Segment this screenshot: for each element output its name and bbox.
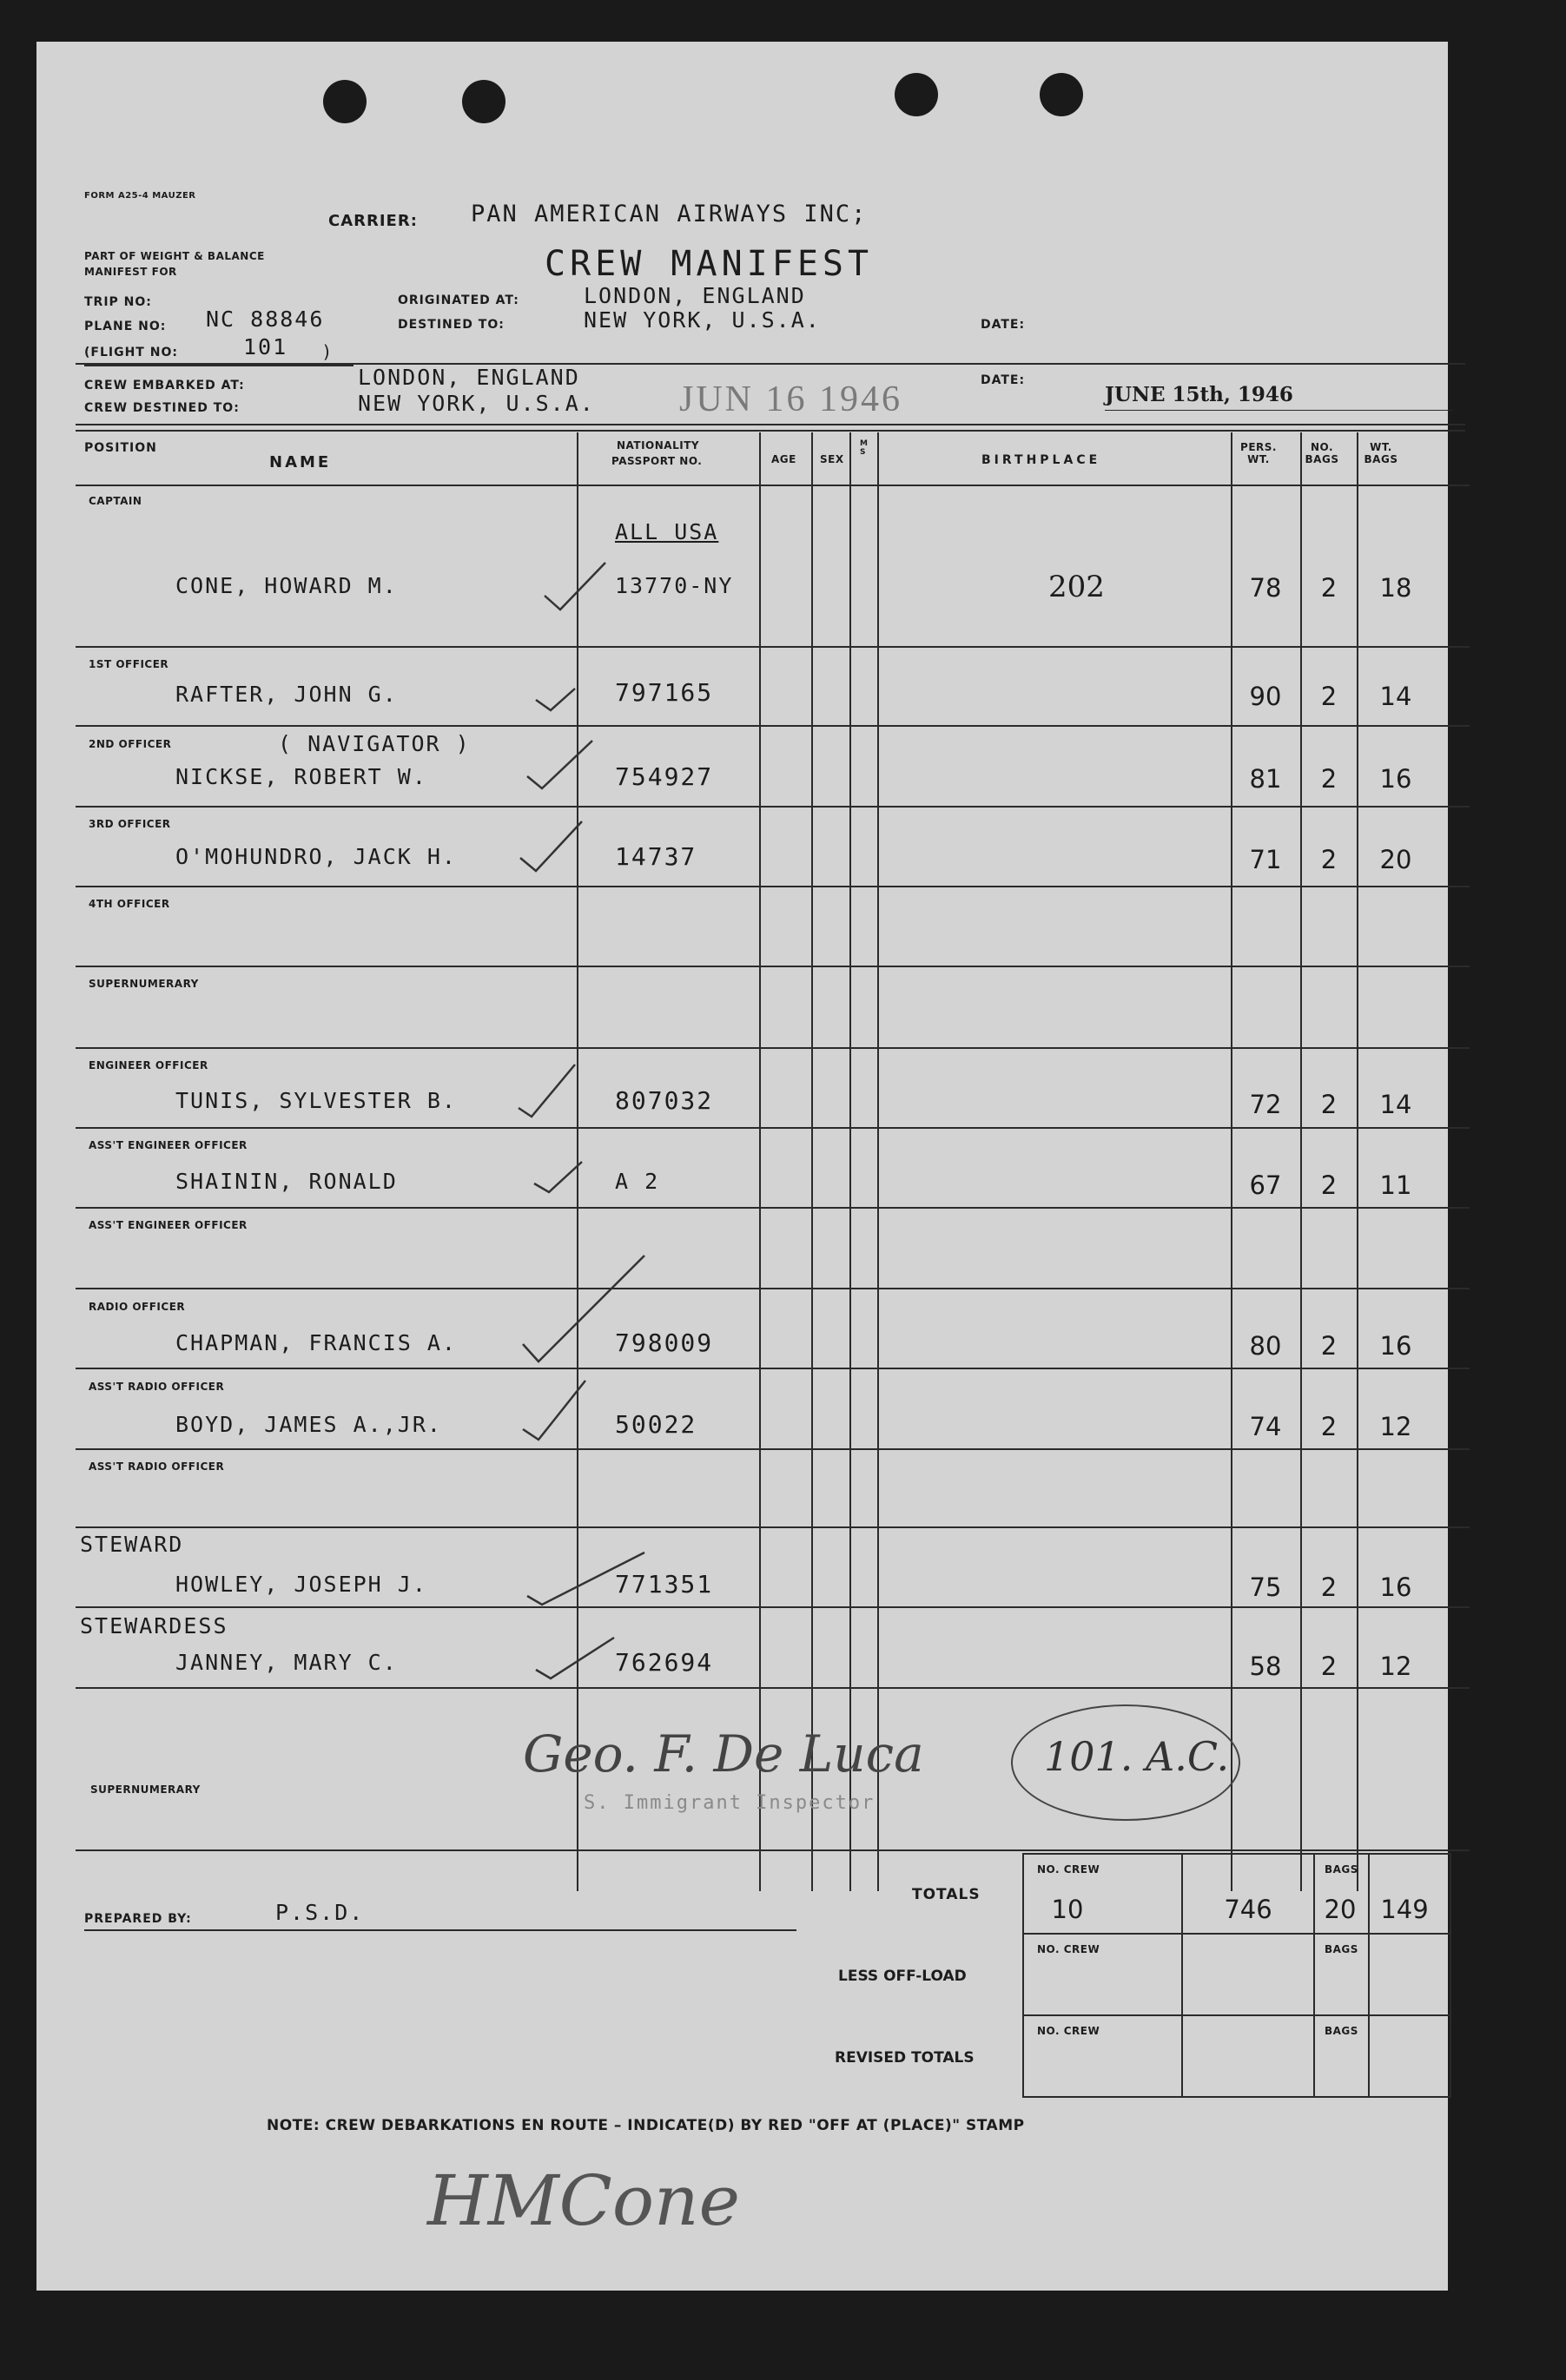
passport-no: 807032 <box>615 1086 714 1115</box>
passport-no: 14737 <box>615 842 697 871</box>
position-label: STEWARD <box>80 1532 184 1557</box>
stamp-text: 101. A.C. <box>1044 1733 1230 1780</box>
originated-label: ORIGINATED AT: <box>398 293 519 307</box>
pers-wt: 67 <box>1249 1170 1282 1200</box>
position-label: ASS'T RADIO OFFICER <box>89 1381 225 1393</box>
total-bags: 20 <box>1324 1895 1357 1924</box>
pers-wt: 71 <box>1249 845 1282 874</box>
check-mark-icon <box>523 1256 644 1361</box>
position-label: SUPERNUMERARY <box>89 978 199 990</box>
crew-name: BOYD, JAMES A.,JR. <box>175 1412 442 1437</box>
nationality: ALL USA <box>615 519 719 544</box>
pers-wt: 75 <box>1249 1572 1282 1602</box>
wt-bags: 14 <box>1379 1090 1412 1119</box>
col-position: POSITION <box>84 441 157 455</box>
manifest-date: JUNE 15th, 1946 <box>1105 383 1293 406</box>
check-mark-icon <box>519 1065 575 1117</box>
total-pers-wt: 746 <box>1224 1895 1272 1924</box>
manifest-for-label: MANIFEST FOR <box>84 266 177 278</box>
birthplace: 202 <box>1048 570 1105 604</box>
no-bags: 2 <box>1320 1090 1338 1119</box>
col-ms: M S <box>860 439 869 457</box>
check-mark-icon <box>527 741 592 788</box>
no-bags: 2 <box>1320 573 1338 603</box>
totals-label: TOTALS <box>912 1886 981 1903</box>
check-mark-icon <box>527 1553 644 1605</box>
position-label: ASS'T ENGINEER OFFICER <box>89 1139 248 1151</box>
pers-wt: 80 <box>1249 1331 1282 1361</box>
total-no-crew: 10 <box>1051 1895 1084 1924</box>
wt-bags: 14 <box>1379 682 1412 711</box>
captain-signature: HMCone <box>427 2160 740 2241</box>
position-label: STEWARDESS <box>80 1613 228 1638</box>
date2-label: DATE: <box>981 373 1026 387</box>
no-crew-label: NO. CREW <box>1037 2025 1100 2037</box>
no-bags: 2 <box>1320 682 1338 711</box>
col-no-bags: NO. BAGS <box>1305 441 1339 465</box>
page-title: CREW MANIFEST <box>545 244 874 284</box>
wt-bags: 16 <box>1379 764 1412 794</box>
inspector-title: S. Immigrant Inspector <box>584 1792 876 1814</box>
wt-bags: 16 <box>1379 1331 1412 1361</box>
date-label: DATE: <box>981 318 1026 332</box>
originated: LONDON, ENGLAND <box>584 283 806 308</box>
part-of-label: PART OF WEIGHT & BALANCE <box>84 250 265 262</box>
col-sex: SEX <box>820 453 844 465</box>
wt-bags: 11 <box>1379 1170 1412 1200</box>
prepared-by-label: PREPARED BY: <box>84 1912 192 1926</box>
crew-embarked: LONDON, ENGLAND <box>358 365 580 390</box>
col-pers-wt: PERS. WT. <box>1240 441 1277 465</box>
passport-no: 797165 <box>615 678 714 707</box>
position-label: 3RD OFFICER <box>89 818 171 830</box>
wt-bags: 16 <box>1379 1572 1412 1602</box>
crew-embarked-label: CREW EMBARKED AT: <box>84 379 245 392</box>
total-wt-bags: 149 <box>1380 1895 1429 1924</box>
less-offload-label: LESS OFF-LOAD <box>838 1968 967 1985</box>
footer-note: NOTE: CREW DEBARKATIONS EN ROUTE – INDICATE(D) BY RED "OFF AT (PLACE)" STAMP <box>267 2117 1025 2134</box>
no-bags: 2 <box>1320 1412 1338 1441</box>
check-mark-icon <box>536 689 575 710</box>
passport-no: 771351 <box>615 1570 714 1599</box>
crew-name: RAFTER, JOHN G. <box>175 682 398 707</box>
col-name: NAME <box>269 453 332 471</box>
position-label: 2ND OFFICER <box>89 738 172 750</box>
prepared-by: P.S.D. <box>275 1900 365 1925</box>
check-mark-icon <box>534 1162 582 1192</box>
pers-wt: 58 <box>1249 1651 1282 1681</box>
pers-wt: 72 <box>1249 1090 1282 1119</box>
crew-name: O'MOHUNDRO, JACK H. <box>175 844 457 869</box>
carrier: PAN AMERICAN AIRWAYS INC; <box>471 201 868 227</box>
manifest-paper: FORM A25-4 MAUZER CARRIER: PAN AMERICAN AIRWAYS INC; PART OF WEIGHT & BALANCE MANIFEST FOR CREW MANIFEST TRIP NO: PLANE NO: NC 88846 (FLIGHT NO: 101 ) ORIGINATED AT: LONDON, ENGLAND DESTINED TO: NEW YORK, U.S.A. DATE: CREW EMBARKED AT: LONDON, ENGLAND CREW DESTINED TO: NEW YORK, U.S.A. JUN 16 1946 DATE: JUNE 15th, 1946 POSITION NAME NATIONALITY PASSPORT NO. AGE SEX M S BIRTHPLACE PERS. WT. NO. BAGS WT. BAGS CAPTAIN ALL USA CONE, HOWARD M. 13770-NY 202 78 2 18 1ST OFFICER RAFTER, JOHN G. 797165 90 2 14 2ND OFFICER ( NAVIGATOR ) NICKSE, ROBERT W. 754927 81 2 16 3RD OFFICER O'MOHUNDRO, JACK H. 14737 71 2 20 4TH OFFICER SUPERNUMERARY ENGINEER OFFICER TUNIS, SYLVESTER B. 807032 72 2 14 ASS'T ENGINEER OFFICER SHAININ, RONALD A 2 67 2 11 ASS'T ENGINEER OFFICER RADIO OFFICER CHAPMAN, FRANCIS A. 798009 80 2 16 ASS'T RADIO OFFICER BOYD, JAMES A.,JR. 50022 74 2 12 ASS'T RADIO OFFICER STEWARD HOWLEY, JOSEPH J. 771351 75 2 16 STEWARDESS JANNEY, MARY C. 762694 58 2 12 Geo. F. De Luca S. Immigrant Inspector 101. A.C. SUPERNUMERARY PREPARED BY: P.S.D. TOTALS LESS OFF-LOAD REVISED TOTALS NO. CREW BAGS NO. CREW BAGS NO. CREW BAGS 10 746 20 149 NOTE: CREW DEBARKATIONS EN ROUTE – INDICATE(D) BY RED "OFF AT (PLACE)" STAMP HMCone <box>36 42 1448 2291</box>
plane-no-label: PLANE NO: <box>84 320 167 333</box>
crew-destined-label: CREW DESTINED TO: <box>84 401 240 415</box>
position-label: RADIO OFFICER <box>89 1301 186 1313</box>
inspector-signature: Geo. F. De Luca <box>523 1724 924 1783</box>
no-crew-label: NO. CREW <box>1037 1943 1100 1955</box>
position-label: ASS'T ENGINEER OFFICER <box>89 1219 248 1231</box>
col-nationality: NATIONALITY <box>617 439 700 452</box>
crew-destined: NEW YORK, U.S.A. <box>358 391 595 416</box>
check-mark-icon <box>523 1381 585 1440</box>
position-label: 4TH OFFICER <box>89 898 170 910</box>
pers-wt: 81 <box>1249 764 1282 794</box>
passport-no: 798009 <box>615 1328 714 1357</box>
no-bags: 2 <box>1320 845 1338 874</box>
check-mark-icon <box>536 1638 614 1678</box>
supernumerary-label: SUPERNUMERARY <box>90 1783 201 1796</box>
passport-no: 13770-NY <box>615 573 734 598</box>
crew-name: HOWLEY, JOSEPH J. <box>175 1572 427 1597</box>
bags-label: BAGS <box>1325 1863 1358 1876</box>
crew-name: JANNEY, MARY C. <box>175 1650 398 1675</box>
check-mark-icon <box>520 821 582 871</box>
no-bags: 2 <box>1320 1331 1338 1361</box>
carrier-label: CARRIER: <box>328 212 418 230</box>
flight-no: 101 <box>243 334 288 359</box>
pers-wt: 74 <box>1249 1412 1282 1441</box>
crew-name: TUNIS, SYLVESTER B. <box>175 1088 457 1113</box>
revised-totals-label: REVISED TOTALS <box>835 2049 975 2067</box>
no-bags: 2 <box>1320 1572 1338 1602</box>
bags-label: BAGS <box>1325 1943 1358 1955</box>
passport-no: 754927 <box>615 762 714 791</box>
pers-wt: 78 <box>1249 573 1282 603</box>
trip-no-label: TRIP NO: <box>84 295 152 309</box>
col-passport: PASSPORT NO. <box>611 455 703 467</box>
position-note: ( NAVIGATOR ) <box>278 731 471 756</box>
crew-name: CHAPMAN, FRANCIS A. <box>175 1330 457 1355</box>
crew-name: NICKSE, ROBERT W. <box>175 764 427 789</box>
position-label: ENGINEER OFFICER <box>89 1059 208 1071</box>
passport-no: A 2 <box>615 1169 660 1194</box>
totals-box <box>1022 1853 1451 2098</box>
destined: NEW YORK, U.S.A. <box>584 307 821 333</box>
position-label: 1ST OFFICER <box>89 658 169 670</box>
bags-label: BAGS <box>1325 2025 1358 2037</box>
wt-bags: 12 <box>1379 1412 1412 1441</box>
flight-no-label: (FLIGHT NO: <box>84 346 178 359</box>
passport-no: 762694 <box>615 1648 714 1677</box>
col-wt-bags: WT. BAGS <box>1364 441 1398 465</box>
no-bags: 2 <box>1320 764 1338 794</box>
check-mark-icon <box>545 563 605 610</box>
crew-name: CONE, HOWARD M. <box>175 573 398 598</box>
no-bags: 2 <box>1320 1170 1338 1200</box>
position-label: CAPTAIN <box>89 495 142 507</box>
wt-bags: 12 <box>1379 1651 1412 1681</box>
crew-name: SHAININ, RONALD <box>175 1169 398 1194</box>
wt-bags: 18 <box>1379 573 1412 603</box>
passport-no: 50022 <box>615 1410 697 1439</box>
destined-label: DESTINED TO: <box>398 318 505 332</box>
plane-no: NC 88846 <box>206 307 325 332</box>
col-birthplace: BIRTHPLACE <box>981 453 1101 467</box>
no-bags: 2 <box>1320 1651 1338 1681</box>
wt-bags: 20 <box>1379 845 1412 874</box>
pers-wt: 90 <box>1249 682 1282 711</box>
date-stamp: JUN 16 1946 <box>679 379 903 419</box>
col-age: AGE <box>771 453 796 465</box>
position-label: ASS'T RADIO OFFICER <box>89 1460 225 1473</box>
form-number: FORM A25-4 MAUZER <box>84 191 196 201</box>
no-crew-label: NO. CREW <box>1037 1863 1100 1876</box>
